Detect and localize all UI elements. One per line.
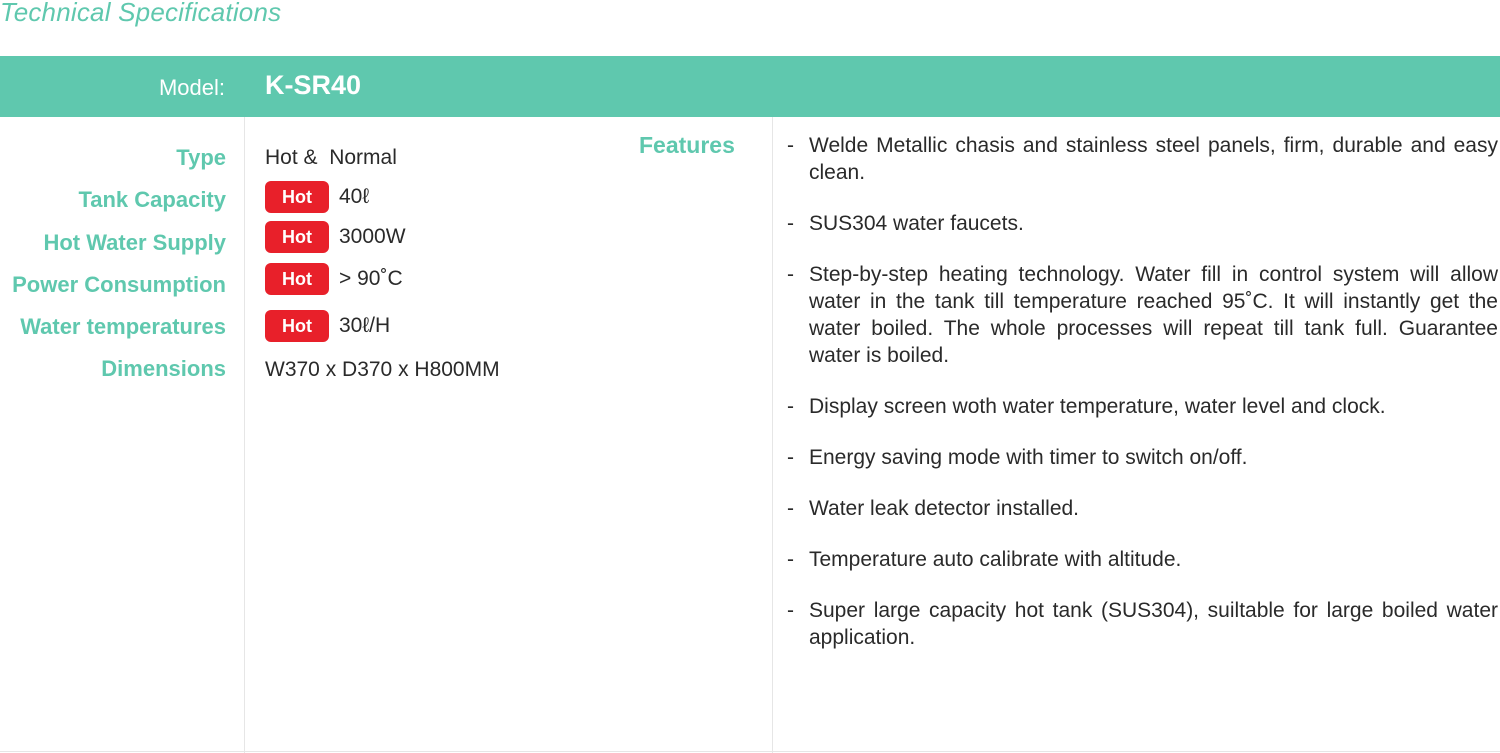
features-heading: Features (639, 132, 735, 158)
spec-value-text: 30ℓ/H (339, 314, 391, 337)
hot-badge: Hot (265, 221, 329, 253)
column-divider-left (244, 117, 245, 753)
spec-label-type: Type (176, 145, 226, 170)
feature-text: Energy saving mode with timer to switch on/off. (809, 446, 1248, 469)
feature-text: Step-by-step heating technology. Water fill in control system will allow water in the tank till temperature reached 95˚C. It will instantly get the water boiled. The whole processes will repeat till tank full. Guarantee water is boiled. (809, 263, 1498, 367)
bottom-divider (0, 751, 1500, 752)
model-label: Model: (158, 75, 225, 100)
features-list (784, 132, 1498, 675)
spec-value-hot-water-supply (265, 221, 406, 253)
bullet-dash: - (787, 395, 794, 418)
bullet-dash: - (787, 548, 794, 571)
feature-item (784, 444, 1498, 471)
spec-value-text: 3000W (339, 225, 406, 248)
bullet-dash: - (787, 599, 794, 622)
model-value: K-SR40 (265, 70, 362, 100)
page-title: Technical Specifications (0, 0, 282, 27)
feature-item (784, 546, 1498, 573)
feature-text: Temperature auto calibrate with altitude. (809, 548, 1182, 571)
hot-badge: Hot (265, 310, 329, 342)
spec-value-text: Hot & Normal (265, 146, 397, 169)
column-divider-right (772, 117, 773, 753)
hot-badge: Hot (265, 263, 329, 295)
feature-text: SUS304 water faucets. (809, 212, 1024, 235)
spec-value-text: 40ℓ (339, 185, 370, 208)
bullet-dash: - (787, 212, 794, 235)
feature-item (784, 597, 1498, 651)
spec-value-tank-capacity (265, 181, 369, 213)
spec-value-water-temperatures (265, 310, 390, 342)
feature-text: Super large capacity hot tank (SUS304), suiltable for large boiled water application. (809, 599, 1498, 649)
spec-label-dimensions: Dimensions (101, 356, 226, 381)
spec-value-type (265, 146, 397, 170)
spec-value-text: > 90˚C (339, 267, 403, 290)
bullet-dash: - (787, 263, 794, 286)
spec-label-water-temperatures: Water temperatures (20, 314, 226, 339)
feature-text: Water leak detector installed. (809, 497, 1080, 520)
spec-value-dimensions (265, 358, 500, 382)
bullet-dash: - (787, 446, 794, 469)
spec-label-tank-capacity: Tank Capacity (78, 187, 226, 212)
feature-text: Display screen woth water temperature, water level and clock. (809, 395, 1386, 418)
feature-item (784, 393, 1498, 420)
feature-item (784, 210, 1498, 237)
feature-item (784, 132, 1498, 186)
feature-item (784, 261, 1498, 369)
feature-text: Welde Metallic chasis and stainless steel panels, firm, durable and easy clean. (809, 134, 1498, 184)
spec-label-hot-water-supply: Hot Water Supply (43, 230, 226, 255)
spec-value-text: W370 x D370 x H800MM (265, 358, 500, 381)
bullet-dash: - (787, 497, 794, 520)
model-bar (0, 56, 1500, 117)
feature-item (784, 495, 1498, 522)
spec-value-power-consumption (265, 263, 403, 295)
hot-badge: Hot (265, 181, 329, 213)
spec-label-power-consumption: Power Consumption (12, 272, 226, 297)
bullet-dash: - (787, 134, 794, 157)
